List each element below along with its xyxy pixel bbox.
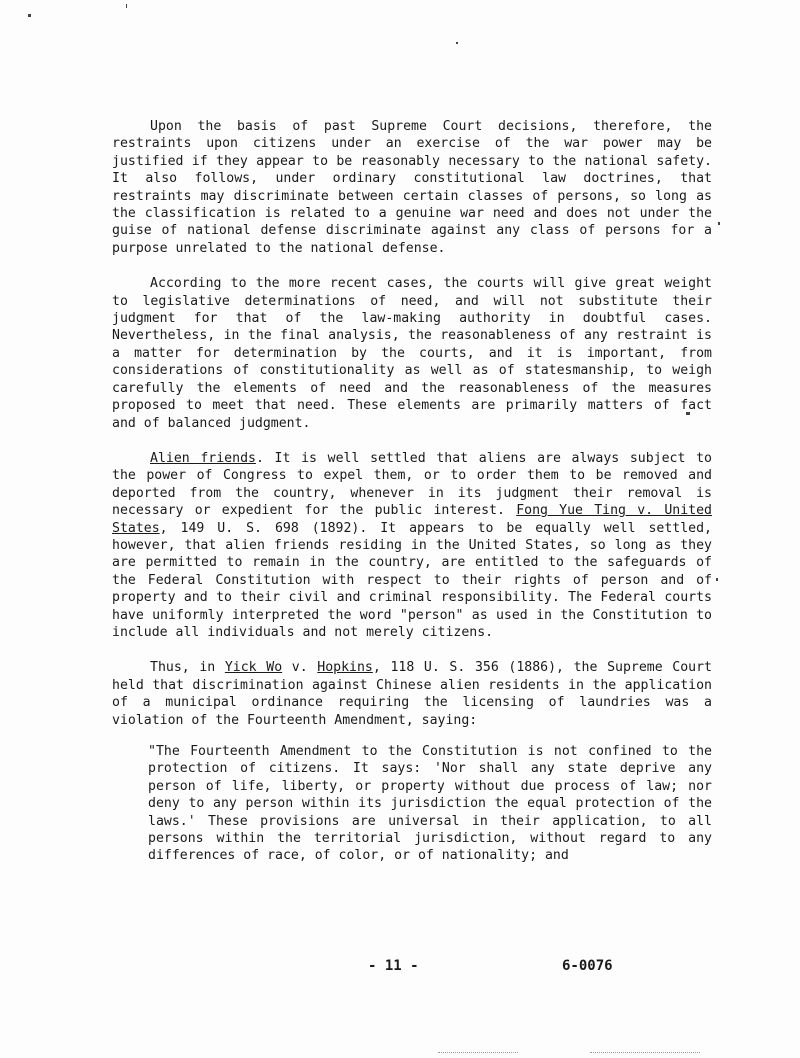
document-number: 6-0076 (562, 958, 613, 974)
paragraph-alien-friends (112, 450, 712, 641)
scan-artifact (438, 1052, 518, 1053)
paragraph-text: , 149 U. S. 698 (1892). It appears to be equally well settled, however, that alien friends residing in the United States, so long as they are permitted to remain in the country, are entitled to the safeguards of the Federal Constitution with respect to their rights of person and of property and to their civil and criminal responsibility. The Federal courts have uniformly interpreted the word "person" as used in the Constitution to include all individuals and not merely citizens. (112, 520, 712, 640)
paragraph-yick-wo (112, 659, 712, 729)
paragraph-war-power (112, 118, 712, 257)
paragraph-text: , 118 U. S. 356 (1886), the Supreme Court held that discrimination against Chinese alien residents in the application of a municipal ordinance requiring the licensing of laundries was a violation of the Fourteenth Amendment, saying: (112, 660, 712, 728)
scan-mark (456, 42, 458, 44)
case-citation: Hopkins (317, 660, 373, 676)
scan-mark (28, 14, 31, 17)
case-citation: Fong Yue Ting v. United States (112, 503, 712, 536)
paragraph-text: Upon the basis of past Supreme Court decisions, therefore, the restraints upon citizens under an exercise of the war power may be justified if they appear to be reasonably necessary to the national safety. It also follows, under ordinary constitutional law doctrines, that restraints may discriminate between certain classes of persons, so long as the classification is related to a genuine war need and does not under the guise of national defense discriminate against any class of persons for a purpose unrelated to the national defense. (112, 119, 712, 256)
quote-text: "The Fourteenth Amendment to the Constitution is not confined to the protection of citizens. It says: 'Nor shall any state deprive any person of life, liberty, or property without due process of law; nor deny to any person within its jurisdiction the equal protection of the laws.' These provisions are universal in their application, to all persons within the territorial jurisdiction, without regard to any differences of race, of color, or of nationality; and (148, 744, 712, 864)
paragraph-text: According to the more recent cases, the courts will give great weight to legislative determinations of need, and will not substitute their judgment for that of the law-making authority in doubtful cases. Nevertheless, in the final analysis, the reasonableness of any restraint is a matter for determination by the courts, and it is important, from considerations of constitutionality as well as of statesmanship, to weigh carefully the elements of need and the reasonableness of the measures proposed to meet that need. These elements are primarily matters of fact and of balanced judgment. (112, 276, 712, 431)
case-citation: Yick Wo (224, 660, 283, 676)
section-heading: Alien friends (150, 450, 256, 466)
paragraph-text: . It is well settled that aliens are always subject to the power of Congress to expel them, or to order them to be removed and deported from the country, whenever in its judgment their removal is necessary or expedient for the public interest. (112, 450, 712, 519)
document-body (112, 118, 712, 865)
scan-mark (718, 222, 720, 225)
paragraph-text: Thus, in (150, 660, 225, 676)
page-number: - 11 - (368, 958, 419, 974)
paragraph-text: v. (282, 660, 318, 676)
scan-mark (716, 578, 718, 581)
scan-artifact (590, 1052, 700, 1053)
block-quote (148, 743, 712, 865)
scan-mark (126, 4, 127, 8)
paragraph-recent-cases (112, 275, 712, 432)
